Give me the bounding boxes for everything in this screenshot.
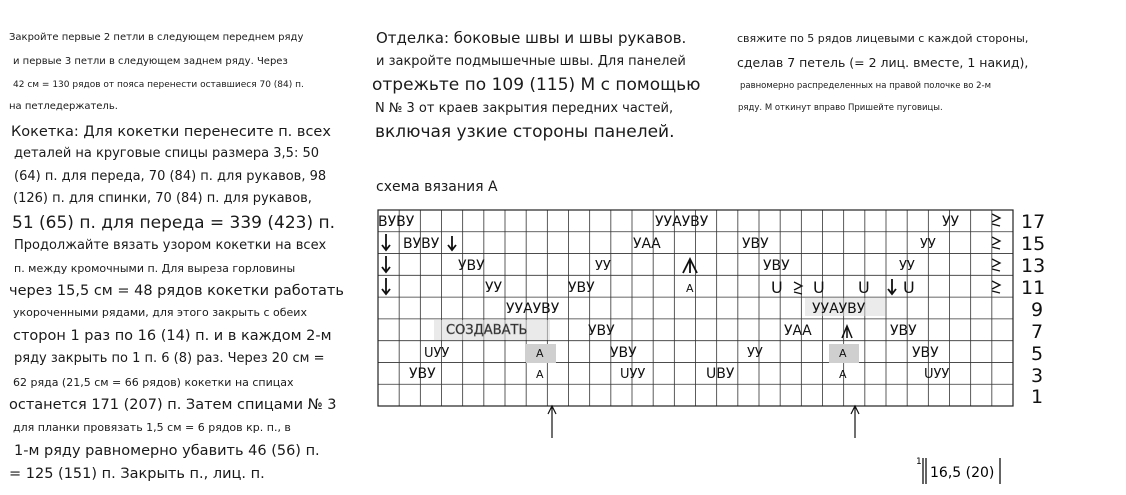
row-label: 1 xyxy=(1031,386,1044,408)
chart-symbol: УВУ xyxy=(742,236,769,252)
row-label: 3 xyxy=(1031,365,1044,387)
width-note: 1 xyxy=(916,457,922,467)
text-line: укороченными рядами, для этого закрыть с обеих xyxy=(13,306,307,319)
text-line: 42 см = 130 рядов от пояса перенести оставшиеся 70 (84) п. xyxy=(13,80,304,90)
text-line: (64) п. для переда, 70 (84) п. для рукавов, 98 xyxy=(14,169,327,184)
chart-symbol: A xyxy=(686,282,694,295)
text-line: сторон 1 раз по 16 (14) п. и в каждом 2-м xyxy=(13,328,332,344)
chart-symbol: УВУ xyxy=(588,323,615,339)
chart-symbol: УВУ xyxy=(912,345,939,361)
text-line: равномерно распределенных на правой полочке во 2-м xyxy=(740,81,991,91)
text-line: и первые 3 петли в следующем заднем ряду. Через xyxy=(13,56,288,67)
chart-symbol: СОЗДАВАТЬ xyxy=(446,323,528,338)
chart-title: схема вязания А xyxy=(376,179,498,195)
chart-symbol: A xyxy=(839,368,847,381)
text-line: ряду закрыть по 1 п. 6 (8) раз. Через 20 см = xyxy=(14,351,325,366)
chart-symbol: ВУВУ xyxy=(378,214,415,230)
chart-symbol: UУУ xyxy=(620,367,646,382)
chart-symbol: УВУ xyxy=(890,323,917,339)
row-label: 9 xyxy=(1031,299,1044,321)
chart-symbol: UУУ xyxy=(924,367,950,382)
width-label: 16,5 (20) xyxy=(930,465,995,481)
chart-symbol: УВУ xyxy=(458,258,485,274)
chart-symbol: УАА xyxy=(784,323,812,339)
down-arrow-icon xyxy=(382,256,390,272)
row-label: 7 xyxy=(1031,321,1044,343)
chart-symbol: A xyxy=(536,368,544,381)
chart-symbol: U xyxy=(903,278,915,297)
row-label: 17 xyxy=(1021,211,1046,233)
chart-symbol: УУ xyxy=(899,259,915,274)
row-label: 11 xyxy=(1021,277,1046,299)
down-arrow-icon xyxy=(382,234,390,250)
chart-symbol: УУ xyxy=(485,280,503,296)
text-line: 51 (65) п. для переда = 339 (423) п. xyxy=(12,213,336,233)
chart-symbol: UВУ xyxy=(706,366,735,382)
text-line: (126) п. для спинки, 70 (84) п. для рукавов, xyxy=(13,191,312,206)
text-line: свяжите по 5 рядов лицевыми с каждой стороны, xyxy=(737,32,1029,45)
text-line: Продолжайте вязать узором кокетки на всех xyxy=(14,238,327,253)
text-line: сделав 7 петель (= 2 лиц. вместе, 1 накид), xyxy=(737,55,1029,70)
chart-symbol: ВУВУ xyxy=(403,236,440,252)
chart-symbol: УВУ xyxy=(763,258,790,274)
chart-symbol: УАА xyxy=(633,236,661,252)
increase-icon xyxy=(683,259,697,273)
row-label: 13 xyxy=(1021,255,1046,277)
text-line: 62 ряда (21,5 см = 66 рядов) кокетки на спицах xyxy=(13,376,294,389)
text-line: = 125 (151) п. Закрыть п., лиц. п. xyxy=(9,466,265,482)
chart-symbol: УВУ xyxy=(610,345,637,361)
text-line: отрежьте по 109 (115) М с помощью xyxy=(372,75,701,95)
down-arrow-icon xyxy=(382,278,390,294)
up-arrow-icon xyxy=(548,406,556,438)
text-line: для планки провязать 1,5 см = 6 рядов кр. п., в xyxy=(13,421,291,434)
chart-symbol: УУ xyxy=(747,346,763,361)
text-line: через 15,5 см = 48 рядов кокетки работать xyxy=(9,283,344,299)
text-line: деталей на круговые спицы размера 3,5: 50 xyxy=(14,146,320,161)
slip-icon xyxy=(992,281,1000,293)
text-line: N № 3 от краев закрытия передних частей, xyxy=(375,101,674,116)
text-line: включая узкие стороны панелей. xyxy=(375,122,675,142)
slip-icon xyxy=(992,214,1000,226)
row-label: 15 xyxy=(1021,233,1046,255)
text-line: Закройте первые 2 петли в следующем переднем ряду xyxy=(9,32,304,43)
chart-symbol: УУАУВУ xyxy=(812,301,866,317)
chart-symbol: УУ xyxy=(920,237,936,252)
chart-symbol: A xyxy=(839,347,847,360)
row-label: 5 xyxy=(1031,343,1044,365)
chart-symbol: U xyxy=(771,278,783,297)
chart-symbol: U xyxy=(813,278,825,297)
text-line: останется 171 (207) п. Затем спицами № 3 xyxy=(9,397,337,413)
text-line: и закройте подмышечные швы. Для панелей xyxy=(376,54,686,69)
slip-icon xyxy=(992,237,1000,249)
chart-symbol: УВУ xyxy=(409,366,436,382)
chart-symbol: УУ xyxy=(595,259,611,274)
slip-icon xyxy=(794,282,802,294)
text-line: 1-м ряду равномерно убавить 46 (56) п. xyxy=(14,443,320,459)
slip-icon xyxy=(992,259,1000,271)
chart-symbol: UУУ xyxy=(424,346,450,361)
chart-symbol: УУАУВУ xyxy=(655,214,709,230)
chart-symbol: УУ xyxy=(942,214,960,230)
section-heading: Кокетка: Для кокетки перенесите п. всех xyxy=(11,124,331,140)
text-line: п. между кромочными п. Для выреза горловины xyxy=(14,262,296,275)
chart-symbol: УУАУВУ xyxy=(506,301,560,317)
chart-symbol: U xyxy=(858,278,870,297)
up-arrow-icon xyxy=(851,406,859,438)
down-arrow-icon xyxy=(448,236,456,250)
chart-symbol: A xyxy=(536,347,544,360)
text-line: на петледержатель. xyxy=(9,101,118,112)
text-line: ряду. М откинут вправо Пришейте пуговицы. xyxy=(738,103,943,113)
chart-symbol: УВУ xyxy=(568,280,595,296)
section-heading: Отделка: боковые швы и швы рукавов. xyxy=(376,29,687,47)
down-arrow-icon xyxy=(888,279,896,294)
